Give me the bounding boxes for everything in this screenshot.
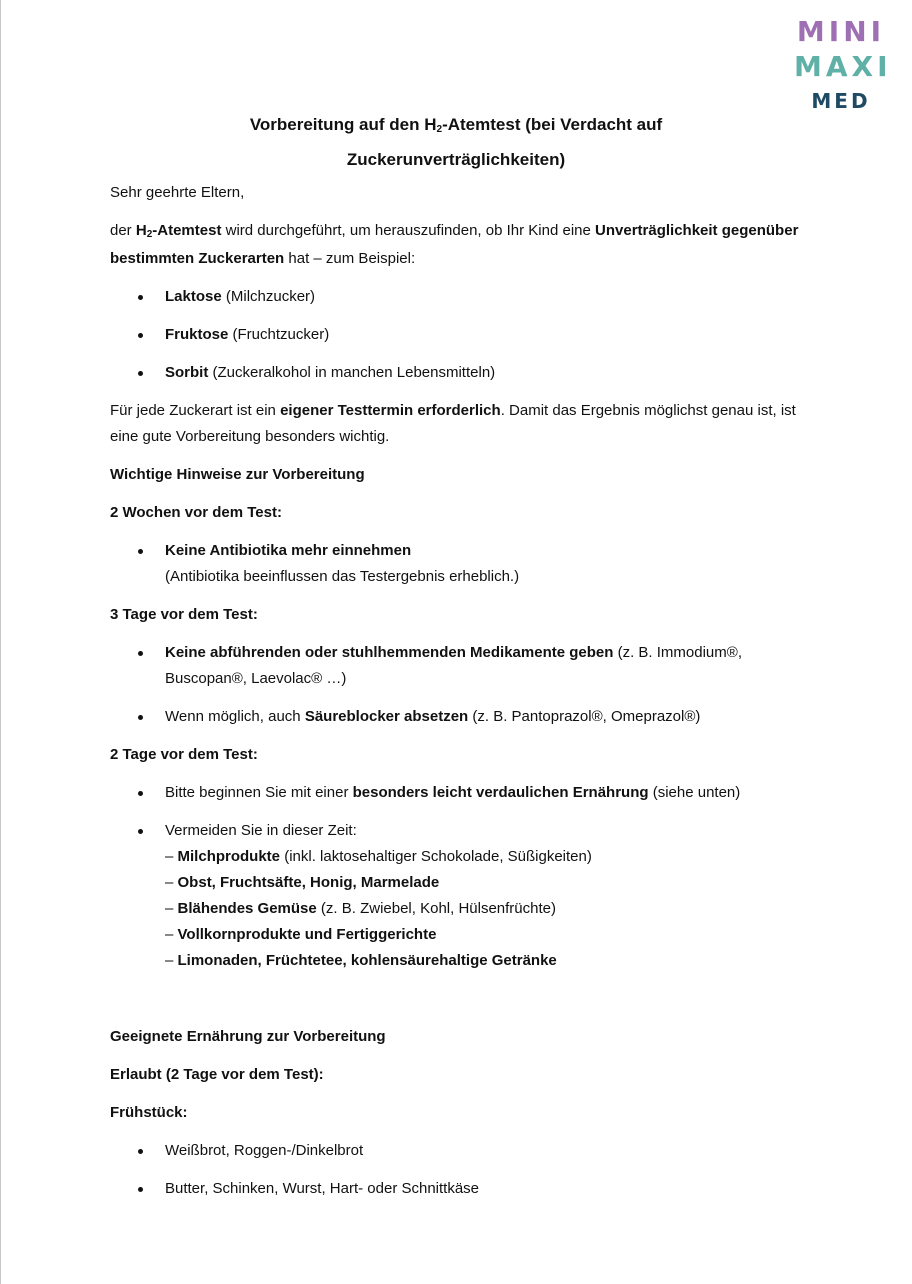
breakfast-heading: Frühstück: <box>110 1104 188 1121</box>
greeting: Sehr geehrte Eltern, <box>110 184 245 201</box>
list-item: Butter, Schinken, Wurst, Hart- oder Schnittkäse <box>110 1176 800 1202</box>
list-item <box>110 284 800 310</box>
logo-line-mini: MINI <box>796 15 886 48</box>
sugar-desc: (Fruchtzucker) <box>228 326 330 343</box>
item-emphasis: Keine abführenden oder stuhlhemmenden Medikamente geben <box>165 644 614 661</box>
nutrition-heading: Geeignete Ernährung zur Vorbereitung <box>110 1028 386 1045</box>
appointment-text: Für jede Zuckerart ist ein <box>110 402 281 419</box>
spacer <box>110 986 800 1024</box>
two-weeks-heading: 2 Wochen vor dem Test: <box>110 504 282 521</box>
appointment-emphasis: eigener Testtermin erforderlich <box>280 402 501 419</box>
list-item <box>110 322 800 348</box>
intro-test-name-part: -Atemtest <box>152 222 222 239</box>
intro-paragraph <box>110 218 800 272</box>
title-line-2: Zuckerunverträglichkeiten) <box>346 150 566 169</box>
item-emphasis: Säureblocker absetzen <box>304 708 469 725</box>
list-item <box>110 704 800 730</box>
logo-line-med: MED <box>811 89 871 113</box>
list-item <box>110 360 800 386</box>
avoid-text: (inkl. laktosehaltiger Schokolade, Süßigkeiten) <box>280 848 592 865</box>
three-days-heading: 3 Tage vor dem Test: <box>110 606 258 623</box>
sugar-desc: (Milchzucker) <box>221 288 316 305</box>
intro-emphasis: Unverträglichkeit gegenüber bestimmten Zuckerarten <box>110 222 799 267</box>
minimaximed-logo <box>794 16 890 114</box>
title-part: -Atemtest (bei Verdacht auf <box>442 115 663 134</box>
item-text: (z. B. Pantoprazol®, Omeprazol®) <box>468 708 701 725</box>
avoid-emphasis: Milchprodukte <box>177 848 281 865</box>
intro-text: wird durchgeführt, um herauszufinden, ob Ihr Kind eine <box>221 222 596 239</box>
intro-test-name-part: H <box>135 222 147 239</box>
title-subscript: 2 <box>436 124 443 135</box>
intro-text: hat – zum Beispiel: <box>284 250 416 267</box>
hints-heading: Wichtige Hinweise zur Vorbereitung <box>110 466 365 483</box>
avoid-emphasis: Blähendes Gemüse <box>177 900 317 917</box>
intro-text: der <box>110 222 136 239</box>
title-part: Vorbereitung auf den H <box>249 115 437 134</box>
document-body <box>110 180 800 1214</box>
item-text: (z. B. Immodium®, Buscopan®, Laevolac® …) <box>165 644 742 687</box>
item-note: (Antibiotika beeinflussen das Testergebnis erheblich.) <box>165 568 520 585</box>
list-item: Weißbrot, Roggen-/Dinkelbrot <box>110 1138 800 1164</box>
list-item: Vermeiden Sie in dieser Zeit: – Milchprodukte (inkl. laktosehaltiger Schokolade, Süßigkeiten) – Obst, Fruchtsäfte, Honig, Marmelade – Blähendes Gemüse (z. B. Zwiebel, Kohl, Hülsenfrüchte) – Vollkornprodukte und Fertiggerichte – Limonaden, Früchtetee, kohlensäurehaltige Getränke <box>110 818 800 974</box>
breakfast-list <box>110 1138 800 1202</box>
three-days-list <box>110 640 800 730</box>
sugar-name: Laktose <box>165 288 222 305</box>
two-weeks-list <box>110 538 800 590</box>
appointment-paragraph <box>110 398 800 450</box>
avoid-intro: Vermeiden Sie in dieser Zeit: <box>165 822 357 839</box>
list-item <box>110 780 800 806</box>
sugar-list <box>110 284 800 386</box>
document-title <box>150 109 762 176</box>
list-item <box>110 538 800 590</box>
item-emphasis: Keine Antibiotika mehr einnehmen <box>165 542 412 559</box>
sugar-name: Sorbit <box>165 364 209 381</box>
page-edge <box>0 0 1 1284</box>
two-days-list <box>110 780 800 974</box>
item-text: (siehe unten) <box>648 784 741 801</box>
avoid-text: (z. B. Zwiebel, Kohl, Hülsenfrüchte) <box>316 900 556 917</box>
allowed-heading: Erlaubt (2 Tage vor dem Test): <box>110 1066 324 1083</box>
intro-subscript: 2 <box>146 229 153 240</box>
sugar-desc: (Zuckeralkohol in manchen Lebensmitteln) <box>208 364 496 381</box>
intro-test-name <box>136 222 222 239</box>
item-emphasis: besonders leicht verdaulichen Ernährung <box>352 784 649 801</box>
item-text: Wenn möglich, auch <box>165 708 305 725</box>
avoid-emphasis: Vollkornprodukte und Fertiggerichte <box>177 926 437 943</box>
appointment-text: . Damit das Ergebnis möglichst genau ist, ist eine gute Vorbereitung besonders wichtig. <box>110 402 796 445</box>
list-item <box>110 640 800 692</box>
logo-line-maxi: MAXI <box>794 50 892 83</box>
sugar-name: Fruktose <box>165 326 229 343</box>
avoid-emphasis: Obst, Fruchtsäfte, Honig, Marmelade <box>177 874 440 891</box>
two-days-heading: 2 Tage vor dem Test: <box>110 746 258 763</box>
avoid-emphasis: Limonaden, Früchtetee, kohlensäurehaltige Getränke <box>177 952 557 969</box>
item-text: Bitte beginnen Sie mit einer <box>165 784 353 801</box>
